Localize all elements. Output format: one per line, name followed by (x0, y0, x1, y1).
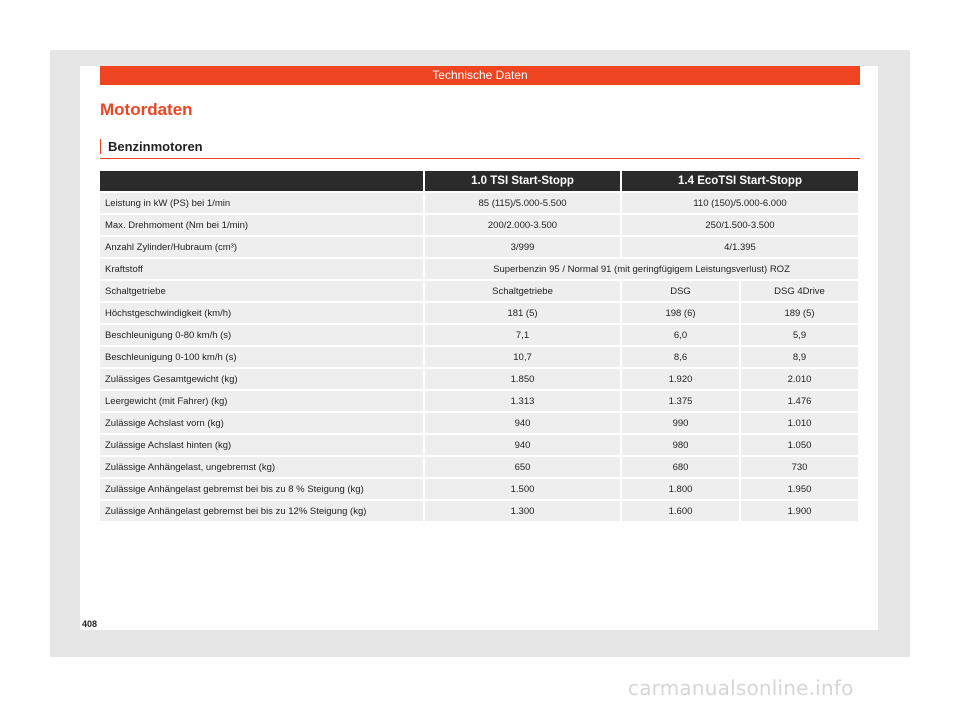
cell-value: 1.010 (741, 413, 858, 433)
cell-value: 10,7 (425, 347, 620, 367)
row-label: Höchstgeschwindigkeit (km/h) (100, 303, 423, 323)
chapter-header: Technische Daten (100, 66, 860, 85)
cell-value: 1.800 (622, 479, 739, 499)
row-label: Anzahl Zylinder/Hubraum (cm³) (100, 237, 423, 257)
cell-value: 730 (741, 457, 858, 477)
table-row (100, 457, 858, 477)
table-row (100, 435, 858, 455)
cell-value: 1.313 (425, 391, 620, 411)
section-title: Motordaten (100, 100, 193, 119)
cell-value: 1.375 (622, 391, 739, 411)
cell-value: Superbenzin 95 / Normal 91 (mit geringfügigem Leistungsverlust) ROZ (425, 259, 858, 279)
cell-value: 198 (6) (622, 303, 739, 323)
row-label: Max. Drehmoment (Nm bei 1/min) (100, 215, 423, 235)
column-header-engine-1: 1.0 TSI Start-Stopp (425, 171, 620, 191)
row-label: Zulässige Anhängelast gebremst bei bis zu 8 % Steigung (kg) (100, 479, 423, 499)
cell-value: 1.850 (425, 369, 620, 389)
row-label: Zulässige Achslast hinten (kg) (100, 435, 423, 455)
cell-value: Schaltgetriebe (425, 281, 620, 301)
cell-value: 940 (425, 435, 620, 455)
cell-value: 1.920 (622, 369, 739, 389)
cell-value: 250/1.500-3.500 (622, 215, 858, 235)
page-number: 408 (82, 619, 98, 629)
row-label: Beschleunigung 0-100 km/h (s) (100, 347, 423, 367)
column-header-engine-2: 1.4 EcoTSI Start-Stopp (622, 171, 858, 191)
table-row (100, 193, 858, 213)
table-row (100, 501, 858, 521)
table-row (100, 215, 858, 235)
table-row (100, 413, 858, 433)
row-label: Zulässige Anhängelast, ungebremst (kg) (100, 457, 423, 477)
cell-value: 6,0 (622, 325, 739, 345)
row-label: Leistung in kW (PS) bei 1/min (100, 193, 423, 213)
cell-value: 200/2.000-3.500 (425, 215, 620, 235)
cell-value: 1.300 (425, 501, 620, 521)
row-label: Zulässige Anhängelast gebremst bei bis zu 12% Steigung (kg) (100, 501, 423, 521)
table-row (100, 259, 858, 279)
subsection-heading (100, 137, 860, 159)
cell-value: 990 (622, 413, 739, 433)
cell-value: 189 (5) (741, 303, 858, 323)
cell-value: 2.010 (741, 369, 858, 389)
table-row (100, 347, 858, 367)
cell-value: 4/1.395 (622, 237, 858, 257)
cell-value: 650 (425, 457, 620, 477)
row-label: Zulässiges Gesamtgewicht (kg) (100, 369, 423, 389)
table-row (100, 391, 858, 411)
cell-value: 1.476 (741, 391, 858, 411)
row-label: Kraftstoff (100, 259, 423, 279)
cell-value: 1.600 (622, 501, 739, 521)
row-label: Beschleunigung 0-80 km/h (s) (100, 325, 423, 345)
row-label: Zulässige Achslast vorn (kg) (100, 413, 423, 433)
cell-value: 110 (150)/5.000-6.000 (622, 193, 858, 213)
cell-value: 8,6 (622, 347, 739, 367)
cell-value: 3/999 (425, 237, 620, 257)
subsection-accent-bar (100, 139, 101, 154)
cell-value: 85 (115)/5.000-5.500 (425, 193, 620, 213)
cell-value: 1.500 (425, 479, 620, 499)
cell-value: DSG 4Drive (741, 281, 858, 301)
table-row (100, 479, 858, 499)
table-header-row (100, 171, 858, 191)
cell-value: 980 (622, 435, 739, 455)
column-header-label (100, 171, 423, 191)
table-row (100, 303, 858, 323)
cell-value: DSG (622, 281, 739, 301)
table-row (100, 325, 858, 345)
cell-value: 940 (425, 413, 620, 433)
row-label: Schaltgetriebe (100, 281, 423, 301)
row-label: Leergewicht (mit Fahrer) (kg) (100, 391, 423, 411)
cell-value: 1.950 (741, 479, 858, 499)
table-row (100, 369, 858, 389)
cell-value: 1.900 (741, 501, 858, 521)
cell-value: 8,9 (741, 347, 858, 367)
cell-value: 680 (622, 457, 739, 477)
cell-value: 1.050 (741, 435, 858, 455)
engine-data-table (98, 169, 860, 523)
subsection-title: Benzinmotoren (108, 139, 203, 154)
cell-value: 7,1 (425, 325, 620, 345)
cell-value: 181 (5) (425, 303, 620, 323)
watermark-text: carmanualsonline.info (628, 676, 854, 700)
table-row (100, 237, 858, 257)
cell-value: 5,9 (741, 325, 858, 345)
table-row (100, 281, 858, 301)
